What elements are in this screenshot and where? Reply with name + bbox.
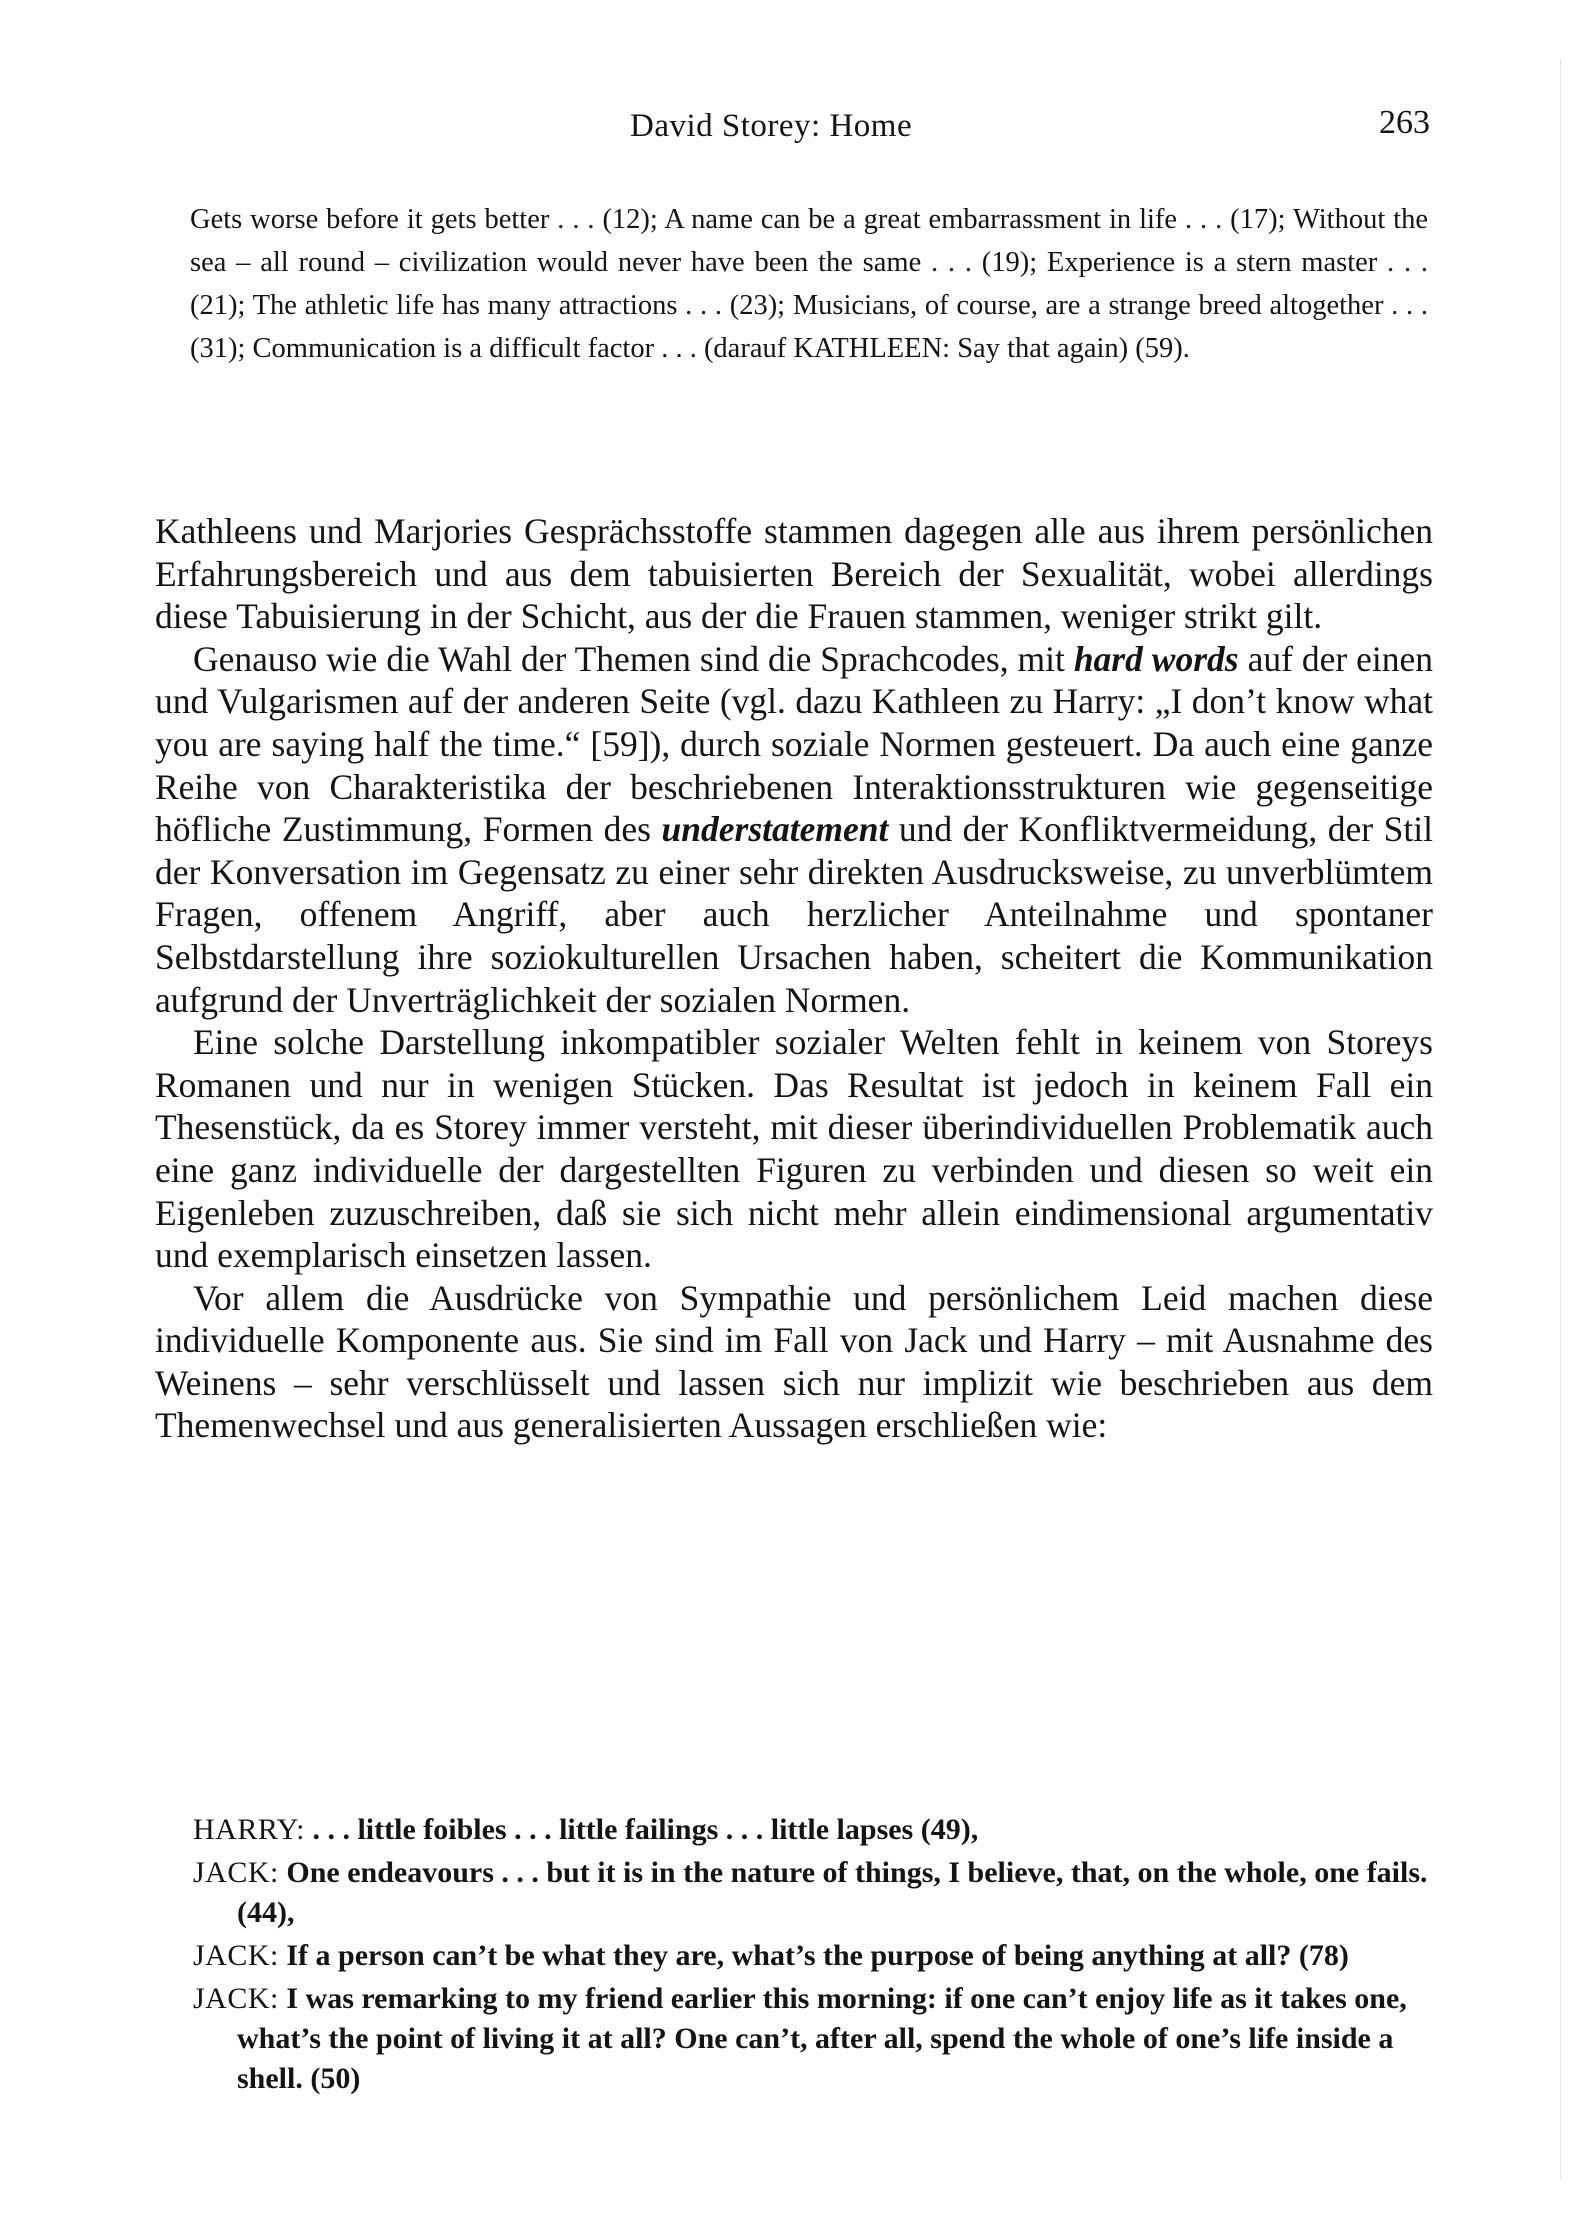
- citation-text: . . . little foibles . . . little failings . . . little lapses (49),: [304, 1813, 979, 1846]
- page-number: 263: [1379, 104, 1430, 141]
- body-text: [155, 510, 1433, 1447]
- citation-text: If a person can’t be what they are, what’s the purpose of being anything at all? (78): [278, 1939, 1349, 1972]
- scan-edge-artifact: [1560, 60, 1587, 2180]
- block-quote: Gets worse before it gets better . . . (12); A name can be a great embarrassment in life . . . (17); Without the sea – all round – civilization would never have been the same . . . (19); Experience is a stern master . . . (21); The athletic life has many attractions . . . (23); Musicians, of course, are a strange breed altogether . . . (31); Communication is a difficult factor . . . (darauf KATHLEEN: Say that again) (59).: [190, 204, 1428, 364]
- citation-item: [193, 1936, 1429, 1976]
- citation-speaker: JACK:: [193, 1982, 279, 2015]
- paragraph-1: Kathleens und Marjories Gesprächsstoffe stammen dagegen alle aus ihrem persönlichen Erfahrungsbereich und aus dem tabuisierten Bereich der Sexualität, wobei allerdings diese Tabuisierung in der Schicht, aus der die Frauen stammen, weniger strikt gilt.: [155, 511, 1433, 637]
- paragraph-3: Eine solche Darstellung inkompatibler sozialer Welten fehlt in keinem von Storeys Romanen und nur in wenigen Stücken. Das Resultat ist jedoch in keinem Fall ein Thesenstück, da es Storey immer versteht, mit dieser überindividuellen Problematik auch eine ganz individuelle der dargestellten Figuren zu verbinden und diesen so weit ein Eigenleben zuzuschreiben, daß sie sich nicht mehr allein eindimensional argumentativ und exemplarisch einsetzen lassen.: [155, 1022, 1433, 1276]
- citation-item: [193, 1810, 1429, 1850]
- citation-speaker: JACK:: [193, 1856, 279, 1889]
- citation-text: One endeavours . . . but it is in the nature of things, I believe, that, on the whole, one fails. (44),: [237, 1856, 1428, 1929]
- term-understatement: understatement: [661, 809, 889, 850]
- paragraph-2-part-b: auf der einen und Vulgarismen auf der anderen Seite (vgl. dazu Kathleen zu Harry: „I don’t know what you are saying half the time.“ [59]), durch soziale Normen gesteuert. Da auch eine ganze Reihe von Charakteristika der beschriebenen Interaktionsstrukturen wie gegenseitige höfliche Zustimmung, Formen des: [155, 638, 1433, 850]
- citation-speaker: HARRY:: [193, 1813, 305, 1846]
- citation-list: [193, 1810, 1429, 2102]
- paragraph-2-part-a: Genauso wie die Wahl der Themen sind die Sprachcodes, mit: [193, 638, 1074, 679]
- citation-item: [193, 1853, 1429, 1933]
- paragraph-2-part-c: und der Konfliktvermeidung, der Stil der Konversation im Gegensatz zu einer sehr direkten Ausdrucksweise, zu unverblümtem Fragen, offenem Angriff, aber auch herzlicher Anteilnahme und spontaner Selbstdarstellung ihre soziokulturellen Ursachen haben, scheitert die Kommunikation aufgrund der Unverträglichkeit der sozialen Normen.: [155, 809, 1433, 1020]
- term-hard-words: hard words: [1073, 638, 1239, 679]
- citation-item: [193, 1979, 1429, 2099]
- citation-text: I was remarking to my friend earlier this morning: if one can’t enjoy life as it takes one, what’s the point of living it at all? One can’t, after all, spend the whole of one’s life inside a shell. (50): [237, 1982, 1407, 2095]
- paragraph-2: [155, 638, 1433, 1021]
- citation-speaker: JACK:: [193, 1939, 279, 1972]
- running-title: David Storey: Home: [630, 108, 913, 144]
- paragraph-4: Vor allem die Ausdrücke von Sympathie und persönlichem Leid machen diese individuelle Komponente aus. Sie sind im Fall von Jack und Harry – mit Ausnahme des Weinens – sehr verschlüsselt und lassen sich nur implizit wie beschrieben aus dem Themenwechsel und aus generalisierten Aussagen erschließen wie:: [155, 1277, 1433, 1446]
- page-header: [160, 104, 1430, 156]
